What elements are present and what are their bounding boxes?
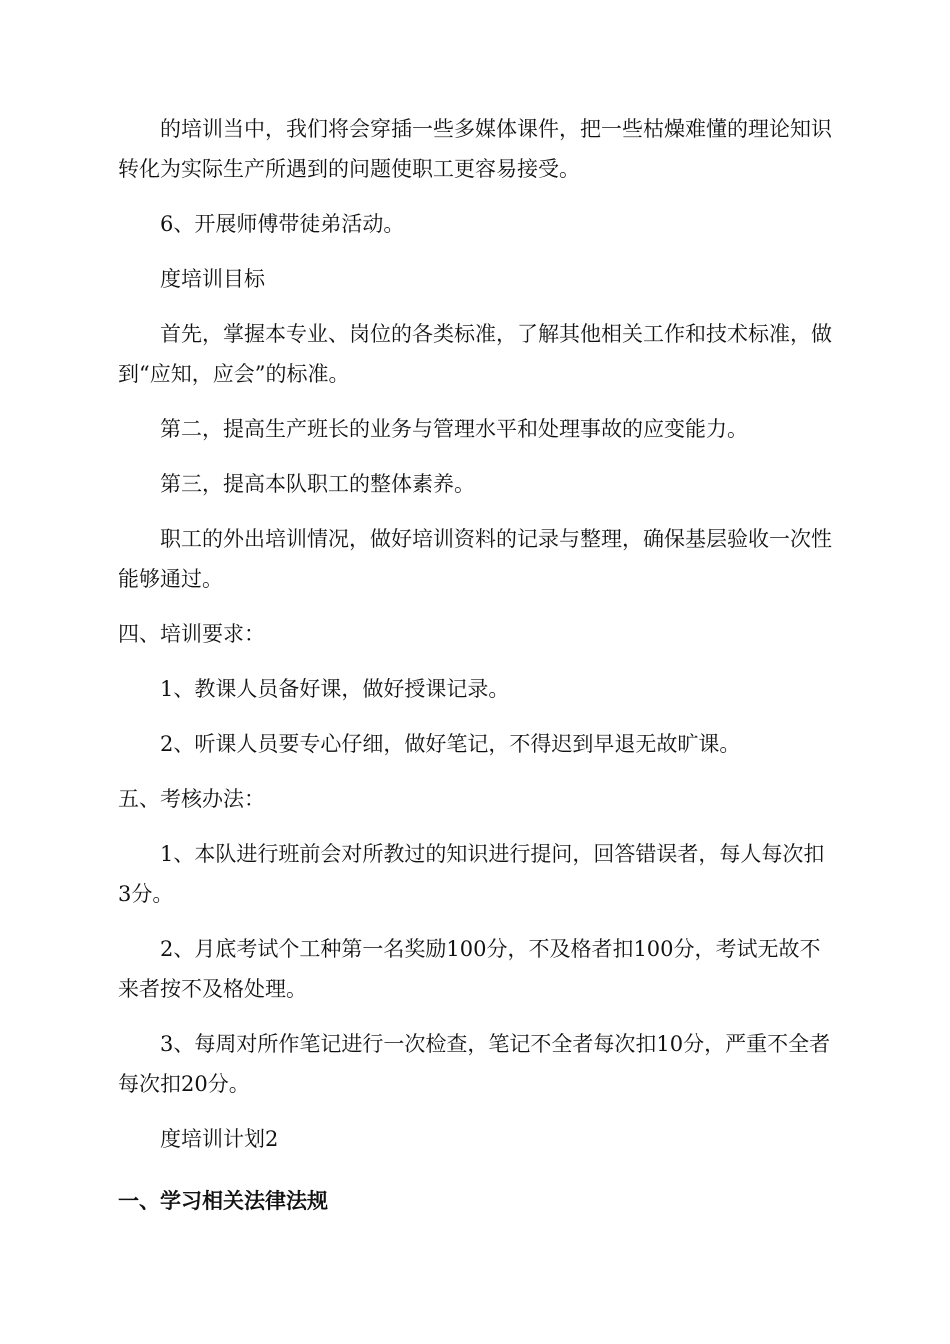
paragraph-goal-second: 第二，提高生产班长的业务与管理水平和处理事故的应变能力。 xyxy=(160,417,748,441)
paragraph-mentorship: 6、开展师傅带徒弟活动。 xyxy=(160,212,405,236)
paragraph-external-training: 职工的外出培训情况，做好培训资料的记录与整理，确保基层验收一次性能够通过。 xyxy=(118,527,832,591)
paragraph-assessment-2: 2、月底考试个工种第一名奖励100分，不及格者扣100分，考试无故不来者按不及格处理。 xyxy=(118,937,821,1001)
section-heading-requirements: 四、培训要求： xyxy=(118,622,265,646)
paragraph-requirement-2: 2、听课人员要专心仔细，做好笔记，不得迟到早退无故旷课。 xyxy=(160,732,741,756)
paragraph-goal-first: 首先，掌握本专业、岗位的各类标准，了解其他相关工作和技术标准，做到“应知，应会”的标准。 xyxy=(118,322,832,386)
document-body xyxy=(118,109,834,1221)
paragraph-training-goals: 度培训目标 xyxy=(160,267,265,291)
paragraph-training-plan-2: 度培训计划2 xyxy=(160,1127,279,1151)
paragraph-goal-third: 第三，提高本队职工的整体素养。 xyxy=(160,472,475,496)
paragraph-requirement-1: 1、教课人员备好课，做好授课记录。 xyxy=(160,677,510,701)
section-heading-laws: 一、学习相关法律法规 xyxy=(118,1189,328,1213)
paragraph-assessment-1: 1、本队进行班前会对所教过的知识进行提问，回答错误者，每人每次扣3分。 xyxy=(118,842,825,906)
paragraph-assessment-3: 3、每周对所作笔记进行一次检查，笔记不全者每次扣10分，严重不全者每次扣20分。 xyxy=(118,1032,831,1096)
paragraph-multimedia: 的培训当中，我们将会穿插一些多媒体课件，把一些枯燥难懂的理论知识转化为实际生产所遇到的问题使职工更容易接受。 xyxy=(118,117,832,181)
section-heading-assessment: 五、考核办法： xyxy=(118,787,265,811)
